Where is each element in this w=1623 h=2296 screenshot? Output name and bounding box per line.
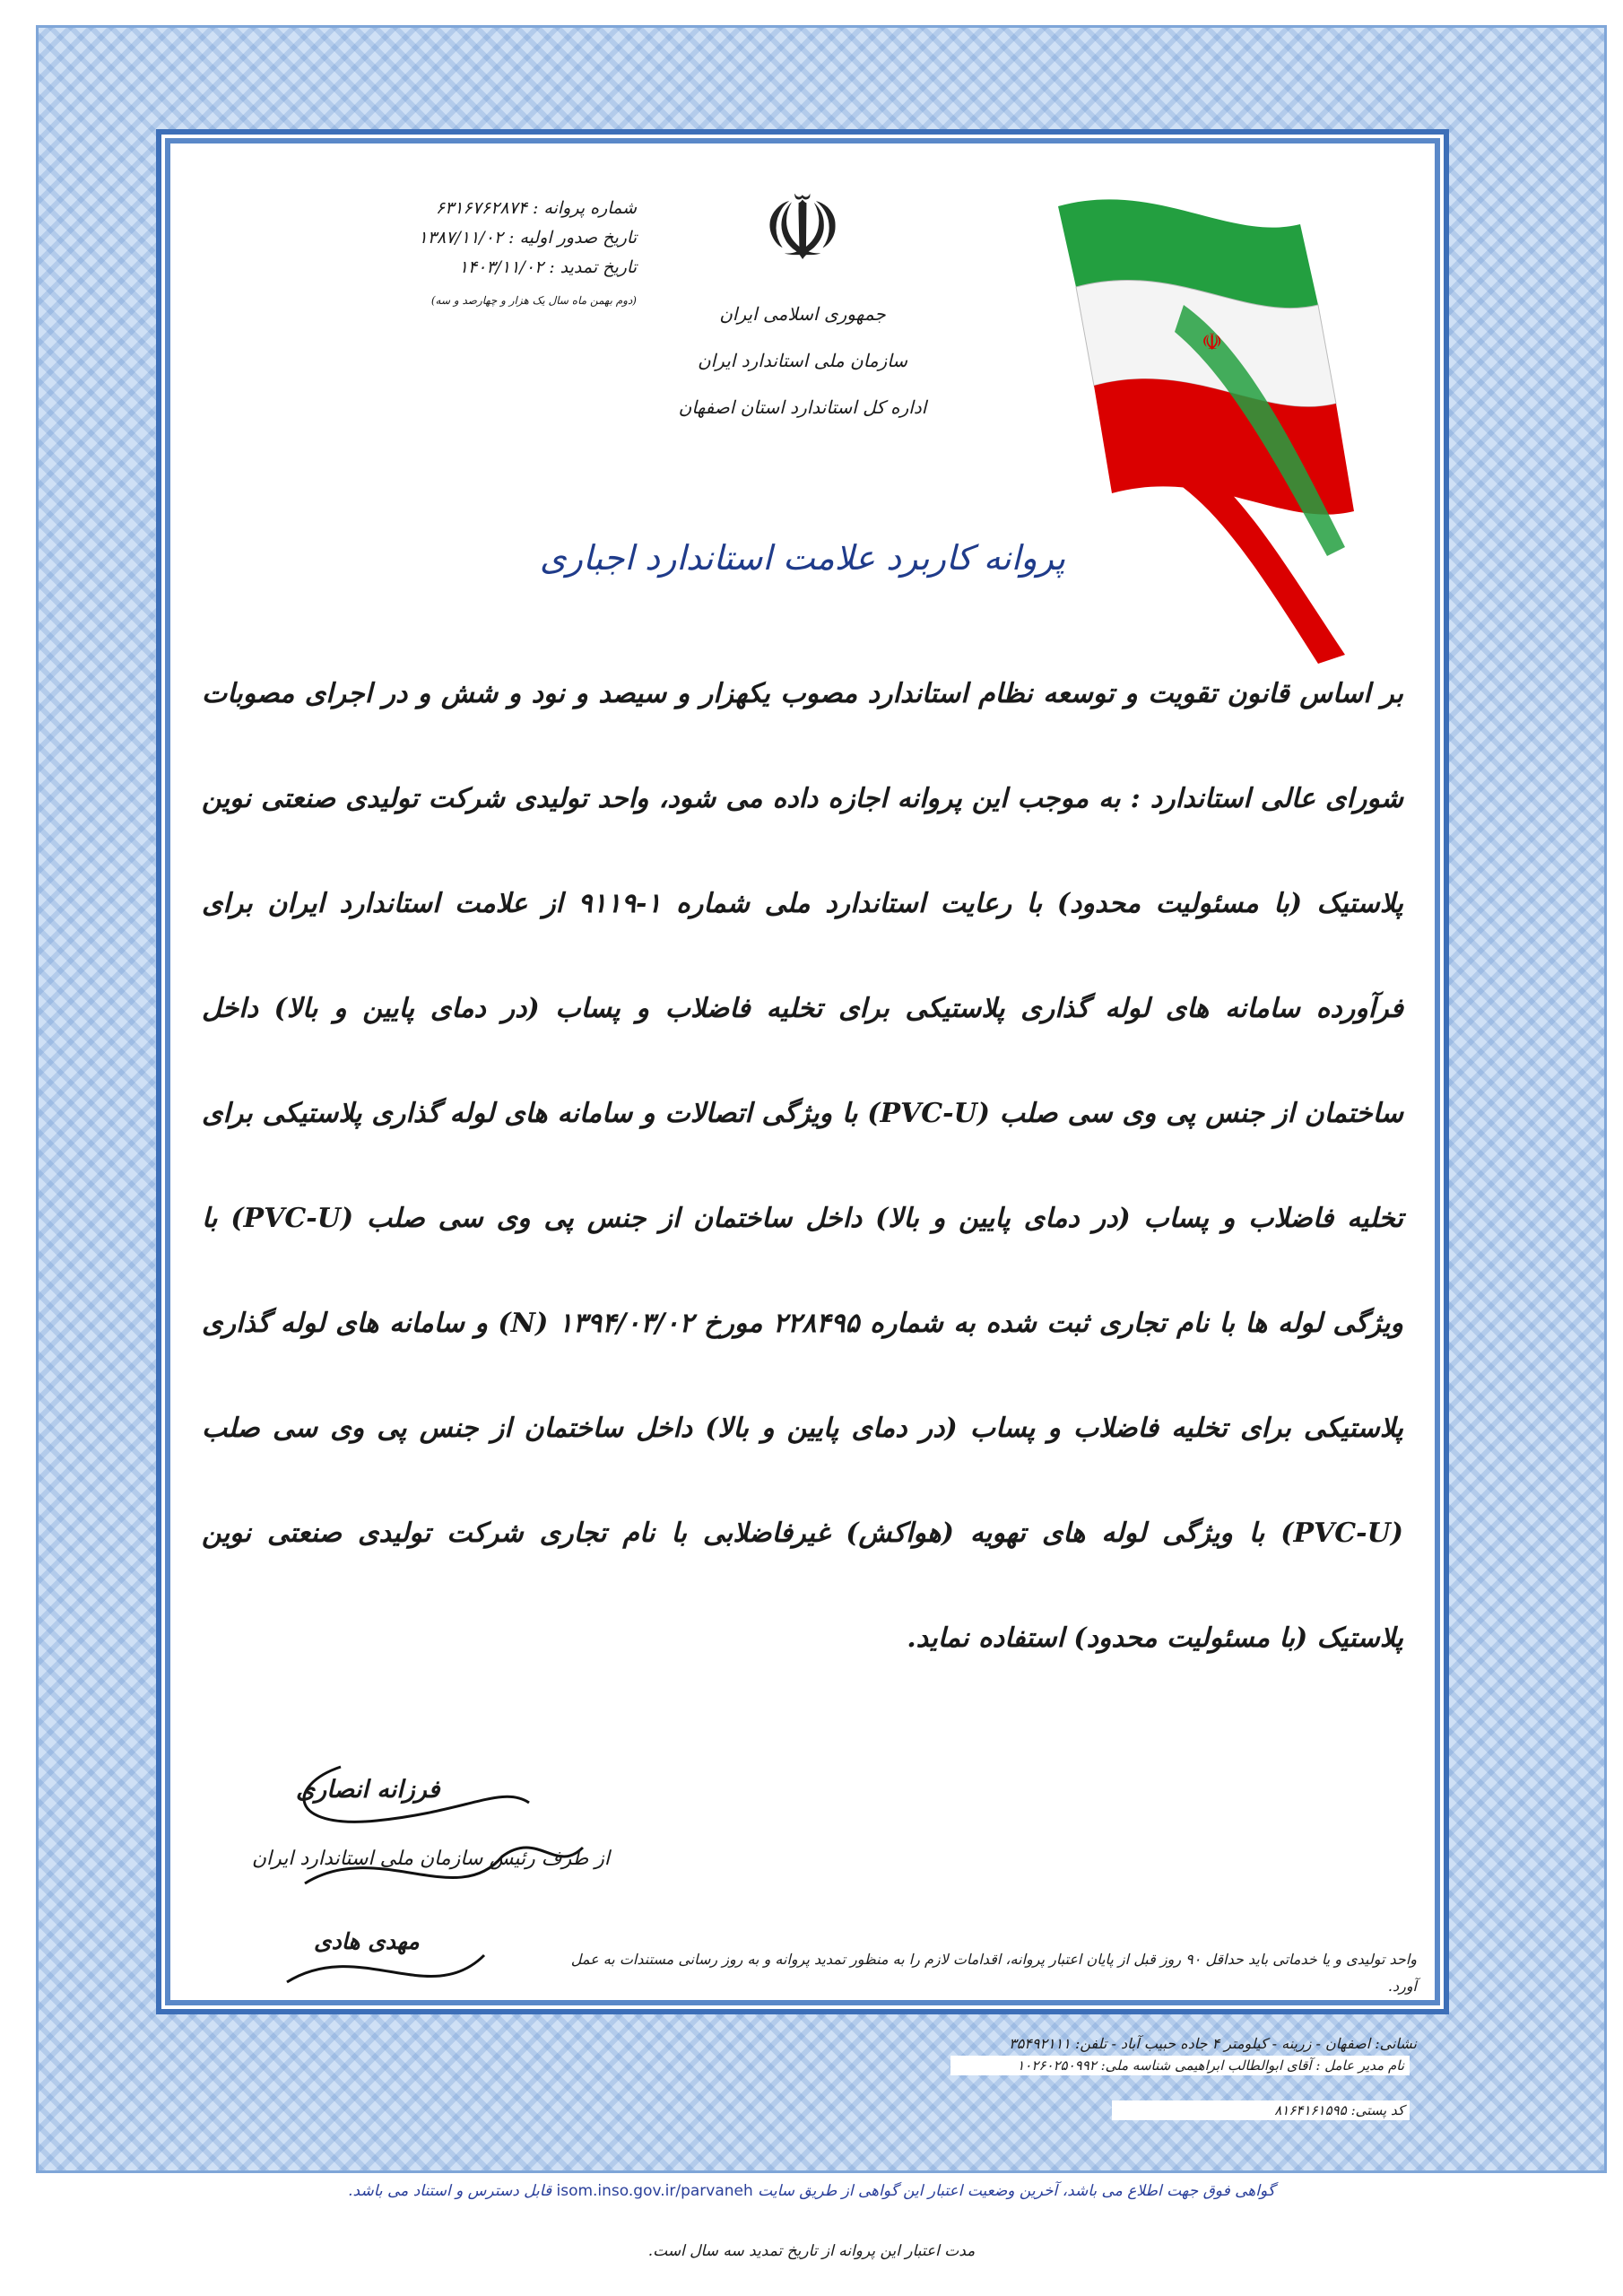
- manager-line: نام مدیر عامل : آقای ابوالطالب ابراهیمی شناسه ملی: ۱۰۲۶۰۲۵۰۹۹۲: [950, 2056, 1410, 2075]
- state-emblem-icon: ☫: [762, 176, 843, 281]
- org-line-2: سازمان ملی استاندارد ایران: [697, 350, 908, 371]
- issue-date: تاریخ صدور اولیه : ۱۳۸۷/۱۱/۰۲: [418, 228, 637, 248]
- license-info: [224, 188, 637, 314]
- postal-code-line: کد پستی: ۸۱۶۴۱۶۱۵۹۵: [1112, 2100, 1410, 2120]
- signer-role: از طرف رئیس سازمان ملی استاندارد ایران: [251, 1848, 610, 1870]
- renewal-note: (دوم بهمن ماه سال یک هزار و چهارصد و سه): [430, 294, 637, 307]
- address-line: نشانی: اصفهان - زرینه - کیلومتر ۴ جاده حبیب آباد - تلفن: ۳۵۴۹۲۱۱۱: [1009, 2035, 1417, 2052]
- iran-flag-icon: [1049, 170, 1390, 673]
- signer-name-2: مهدی هادی: [314, 1928, 420, 1954]
- renewal-notice: [556, 1946, 1417, 2057]
- certificate-sheet: [170, 144, 1435, 2052]
- verification-footer: [0, 2182, 1623, 2200]
- footer-text-after: قابل دسترس و استناد می باشد.: [348, 2182, 552, 2200]
- certificate-body: بر اساس قانون تقویت و توسعه نظام استاندارد مصوب یکهزار و سیصد و نود و شش و در اجرای مصوبات شورای عالی استاندارد : به موجب این پروانه اجازه داده می شود، واحد تولیدی شرکت تولیدی صنعتی نوین پلاستیک (با مسئولیت محدود) با رعایت استاندارد ملی شماره ۱-۹۱۱۹ از علامت استاندارد ایران برای فرآورده سامانه های لوله گذاری پلاستیکی برای تخلیه فاضلاب و پساب (در دمای پایین و بالا) داخل ساختمان از جنس پی وی سی صلب (PVC-U) با ویژگی اتصالات و سامانه های لوله گذاری پلاستیکی برای تخلیه فاضلاب و پساب (در دمای پایین و بالا) داخل ساختمان از جنس پی وی سی صلب (PVC-U) با ویژگی لوله ها با نام تجاری ثبت شده به شماره ۲۲۸۴۹۵ مورخ ۱۳۹۴/۰۳/۰۲ (N) و سامانه های لوله گذاری پلاستیکی برای تخلیه فاضلاب و پساب (در دمای پایین و بالا) داخل ساختمان از جنس پی وی سی صلب (PVC-U) با ویژگی لوله های تهویه (هواکش) غیرفاضلابی با نام تجاری شرکت تولیدی صنعتی نوین پلاستیک (با مسئولیت محدود) استفاده نماید.: [202, 678, 1404, 1654]
- org-line-1: جمهوری اسلامی ایران: [719, 303, 886, 325]
- svg-text:☫: ☫: [1202, 329, 1223, 356]
- emblem-block: [614, 176, 991, 418]
- verification-link[interactable]: isom.inso.gov.ir/parvaneh: [556, 2182, 753, 2200]
- renewal-date: تاریخ تمدید : ۱۴۰۳/۱۱/۰۲: [458, 257, 637, 277]
- footer-text-before: گواهی فوق جهت اطلاع می باشد، آخرین وضعیت اعتبار این گواهی از طریق سایت: [758, 2182, 1275, 2200]
- signature-block: [233, 1749, 610, 2036]
- notice-line: واحد تولیدی و یا خدماتی باید حداقل ۹۰ روز قبل از پایان اعتبار پروانه، اقدامات لازم را به منظور تمدید پروانه و به روز رسانی مستندات به عمل آورد.: [570, 1951, 1417, 1995]
- signer-name-1: فرزانه انصاری: [296, 1776, 440, 1804]
- org-line-3: اداره کل استاندارد استان اصفهان: [678, 396, 927, 418]
- license-number: شماره پروانه : ۶۳۱۶۷۶۲۸۷۴: [435, 198, 637, 218]
- validity-footer: مدت اعتبار این پروانه از تاریخ تمدید سه سال است.: [647, 2242, 976, 2260]
- certificate-title: پروانه کاربرد علامت استاندارد اجباری: [539, 538, 1066, 578]
